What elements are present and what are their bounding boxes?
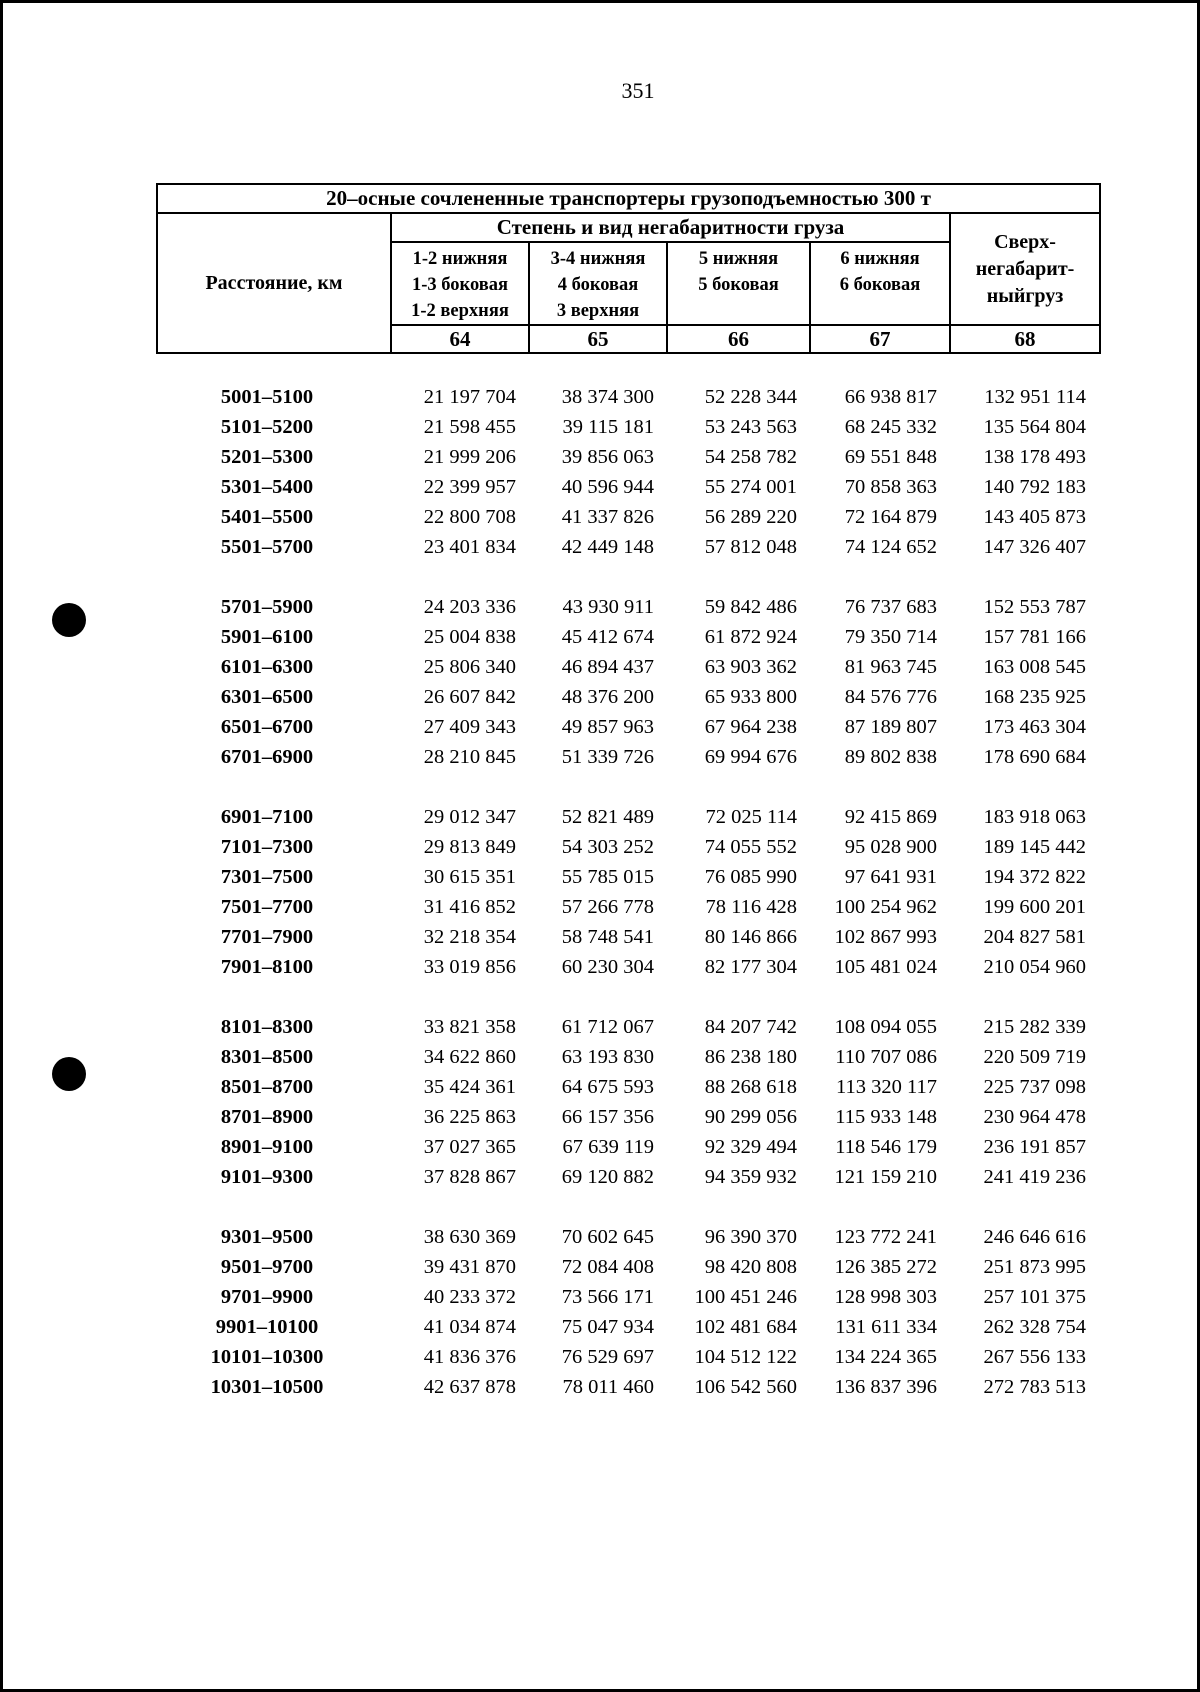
value-cell: 92 415 869 bbox=[844, 805, 937, 828]
table-row bbox=[156, 1252, 1099, 1282]
value-cell: 61 712 067 bbox=[561, 1015, 654, 1038]
value-cell: 123 772 241 bbox=[834, 1225, 937, 1248]
value-cell: 267 556 133 bbox=[983, 1345, 1086, 1368]
value-cell: 63 903 362 bbox=[704, 655, 797, 678]
table-row bbox=[156, 1012, 1099, 1042]
column-header-line: 6 боковая bbox=[839, 275, 921, 295]
table-row bbox=[156, 712, 1099, 742]
table-row bbox=[156, 802, 1099, 832]
value-cell: 41 337 826 bbox=[561, 505, 654, 528]
value-cell: 23 401 834 bbox=[423, 535, 516, 558]
value-cell: 132 951 114 bbox=[984, 385, 1086, 408]
value-cell: 70 858 363 bbox=[844, 475, 937, 498]
value-cell: 38 374 300 bbox=[561, 385, 654, 408]
value-cell: 152 553 787 bbox=[983, 595, 1086, 618]
value-cell: 69 994 676 bbox=[704, 745, 797, 768]
column-header-65 bbox=[529, 242, 667, 325]
value-cell: 97 641 931 bbox=[844, 865, 937, 888]
value-cell: 134 224 365 bbox=[834, 1345, 937, 1368]
value-cell: 55 785 015 bbox=[561, 865, 654, 888]
value-cell: 40 596 944 bbox=[561, 475, 654, 498]
value-cell: 57 812 048 bbox=[704, 535, 797, 558]
distance-cell: 7901–8100 bbox=[220, 955, 314, 978]
value-cell: 136 837 396 bbox=[834, 1375, 937, 1398]
table-row bbox=[156, 922, 1099, 952]
super-oversize-line: негабарит- bbox=[975, 257, 1075, 280]
distance-header: Расстояние, км bbox=[157, 213, 391, 353]
column-header-line: 5 нижняя bbox=[698, 249, 779, 269]
table-row bbox=[156, 1042, 1099, 1072]
value-cell: 64 675 593 bbox=[561, 1075, 654, 1098]
value-cell: 147 326 407 bbox=[983, 535, 1086, 558]
column-header-67 bbox=[810, 242, 950, 325]
value-cell: 157 781 166 bbox=[983, 625, 1086, 648]
distance-cell: 6701–6900 bbox=[220, 745, 314, 768]
value-cell: 173 463 304 bbox=[983, 715, 1086, 738]
value-cell: 168 235 925 bbox=[983, 685, 1086, 708]
value-cell: 43 930 911 bbox=[562, 595, 654, 618]
value-cell: 262 328 754 bbox=[983, 1315, 1086, 1338]
value-cell: 81 963 745 bbox=[844, 655, 937, 678]
value-cell: 39 856 063 bbox=[561, 445, 654, 468]
value-cell: 236 191 857 bbox=[983, 1135, 1086, 1158]
value-cell: 33 019 856 bbox=[423, 955, 516, 978]
value-cell: 54 258 782 bbox=[704, 445, 797, 468]
value-cell: 110 707 086 bbox=[835, 1045, 937, 1068]
value-cell: 65 933 800 bbox=[704, 685, 797, 708]
column-header-line: 6 нижняя bbox=[840, 249, 920, 269]
value-cell: 100 451 246 bbox=[694, 1285, 797, 1308]
column-header-line: 5 боковая bbox=[698, 275, 779, 295]
distance-cell: 5501–5700 bbox=[220, 535, 314, 558]
value-cell: 48 376 200 bbox=[561, 685, 654, 708]
value-cell: 194 372 822 bbox=[983, 865, 1086, 888]
value-cell: 113 320 117 bbox=[836, 1075, 937, 1098]
distance-cell: 9301–9500 bbox=[220, 1225, 314, 1248]
value-cell: 76 737 683 bbox=[844, 595, 937, 618]
distance-cell: 9501–9700 bbox=[220, 1255, 314, 1278]
value-cell: 69 551 848 bbox=[844, 445, 937, 468]
value-cell: 74 124 652 bbox=[844, 535, 937, 558]
distance-cell: 5201–5300 bbox=[220, 445, 314, 468]
value-cell: 126 385 272 bbox=[834, 1255, 937, 1278]
value-cell: 76 529 697 bbox=[561, 1345, 654, 1368]
table-row bbox=[156, 892, 1099, 922]
table-row bbox=[156, 1072, 1099, 1102]
table-row bbox=[156, 1162, 1099, 1192]
value-cell: 246 646 616 bbox=[983, 1225, 1086, 1248]
value-cell: 21 999 206 bbox=[423, 445, 516, 468]
value-cell: 42 449 148 bbox=[561, 535, 654, 558]
value-cell: 131 611 334 bbox=[835, 1315, 937, 1338]
value-cell: 121 159 210 bbox=[834, 1165, 937, 1188]
value-cell: 42 637 878 bbox=[423, 1375, 516, 1398]
distance-cell: 9901–10100 bbox=[215, 1315, 319, 1338]
page-number: 351 bbox=[621, 78, 655, 103]
value-cell: 118 546 179 bbox=[835, 1135, 937, 1158]
value-cell: 215 282 339 bbox=[983, 1015, 1086, 1038]
distance-cell: 5701–5900 bbox=[220, 595, 314, 618]
value-cell: 25 004 838 bbox=[423, 625, 516, 648]
value-cell: 76 085 990 bbox=[704, 865, 797, 888]
distance-cell: 6101–6300 bbox=[220, 655, 314, 678]
value-cell: 38 630 369 bbox=[423, 1225, 516, 1248]
table-row bbox=[156, 832, 1099, 862]
value-cell: 178 690 684 bbox=[983, 745, 1086, 768]
value-cell: 54 303 252 bbox=[561, 835, 654, 858]
value-cell: 29 813 849 bbox=[423, 835, 516, 858]
value-cell: 73 566 171 bbox=[561, 1285, 654, 1308]
value-cell: 96 390 370 bbox=[704, 1225, 797, 1248]
table-row bbox=[156, 502, 1099, 532]
distance-cell: 10101–10300 bbox=[210, 1345, 324, 1368]
distance-cell: 6901–7100 bbox=[220, 805, 314, 828]
distance-cell: 7701–7900 bbox=[220, 925, 314, 948]
value-cell: 28 210 845 bbox=[423, 745, 516, 768]
value-cell: 67 639 119 bbox=[562, 1135, 654, 1158]
table-row bbox=[156, 862, 1099, 892]
distance-cell: 8301–8500 bbox=[220, 1045, 314, 1068]
distance-cell: 6501–6700 bbox=[220, 715, 314, 738]
value-cell: 55 274 001 bbox=[704, 475, 797, 498]
value-cell: 36 225 863 bbox=[423, 1105, 516, 1128]
table-row bbox=[156, 1102, 1099, 1132]
value-cell: 25 806 340 bbox=[423, 655, 516, 678]
column-header-line: 1-2 верхняя bbox=[411, 301, 509, 321]
value-cell: 241 419 236 bbox=[983, 1165, 1086, 1188]
value-cell: 105 481 024 bbox=[834, 955, 937, 978]
value-cell: 34 622 860 bbox=[423, 1045, 516, 1068]
column-header-64 bbox=[391, 242, 529, 325]
distance-cell: 7501–7700 bbox=[220, 895, 314, 918]
value-cell: 56 289 220 bbox=[704, 505, 797, 528]
value-cell: 58 748 541 bbox=[561, 925, 654, 948]
value-cell: 31 416 852 bbox=[423, 895, 516, 918]
value-cell: 98 420 808 bbox=[704, 1255, 797, 1278]
value-cell: 52 228 344 bbox=[704, 385, 797, 408]
value-cell: 27 409 343 bbox=[423, 715, 516, 738]
distance-cell: 8501–8700 bbox=[220, 1075, 314, 1098]
value-cell: 49 857 963 bbox=[561, 715, 654, 738]
value-cell: 78 011 460 bbox=[562, 1375, 654, 1398]
value-cell: 204 827 581 bbox=[983, 925, 1086, 948]
value-cell: 104 512 122 bbox=[694, 1345, 797, 1368]
value-cell: 183 918 063 bbox=[983, 805, 1086, 828]
value-cell: 95 028 900 bbox=[844, 835, 937, 858]
value-cell: 69 120 882 bbox=[561, 1165, 654, 1188]
value-cell: 26 607 842 bbox=[423, 685, 516, 708]
value-cell: 199 600 201 bbox=[983, 895, 1086, 918]
distance-cell: 8701–8900 bbox=[220, 1105, 314, 1128]
distance-cell: 9701–9900 bbox=[220, 1285, 314, 1308]
column-number-65: 65 bbox=[529, 325, 667, 353]
value-cell: 72 025 114 bbox=[705, 805, 797, 828]
value-cell: 37 828 867 bbox=[423, 1165, 516, 1188]
value-cell: 225 737 098 bbox=[983, 1075, 1086, 1098]
value-cell: 68 245 332 bbox=[844, 415, 937, 438]
value-cell: 57 266 778 bbox=[561, 895, 654, 918]
value-cell: 102 481 684 bbox=[694, 1315, 797, 1338]
punch-hole-mark bbox=[52, 603, 86, 637]
value-cell: 53 243 563 bbox=[704, 415, 797, 438]
distance-cell: 10301–10500 bbox=[210, 1375, 324, 1398]
table-row bbox=[156, 1372, 1099, 1402]
value-cell: 59 842 486 bbox=[704, 595, 797, 618]
value-cell: 22 800 708 bbox=[423, 505, 516, 528]
super-oversize-header bbox=[950, 213, 1100, 325]
table-row bbox=[156, 622, 1099, 652]
table-row bbox=[156, 1312, 1099, 1342]
value-cell: 272 783 513 bbox=[983, 1375, 1086, 1398]
value-cell: 24 203 336 bbox=[423, 595, 516, 618]
value-cell: 29 012 347 bbox=[423, 805, 516, 828]
value-cell: 41 034 874 bbox=[423, 1315, 516, 1338]
table-header bbox=[156, 183, 1099, 351]
oversize-group-header: Степень и вид негабаритности груза bbox=[391, 213, 950, 242]
value-cell: 60 230 304 bbox=[561, 955, 654, 978]
value-cell: 102 867 993 bbox=[834, 925, 937, 948]
table-row bbox=[156, 1222, 1099, 1252]
column-header-line: 4 боковая bbox=[557, 275, 639, 295]
column-number-66: 66 bbox=[667, 325, 810, 353]
distance-cell: 8101–8300 bbox=[220, 1015, 314, 1038]
value-cell: 220 509 719 bbox=[983, 1045, 1086, 1068]
distance-cell: 5401–5500 bbox=[220, 505, 314, 528]
value-cell: 86 238 180 bbox=[704, 1045, 797, 1068]
row-group bbox=[156, 802, 1099, 982]
column-header-line: 1-3 боковая bbox=[412, 275, 508, 295]
value-cell: 84 207 742 bbox=[704, 1015, 797, 1038]
row-group bbox=[156, 382, 1099, 562]
value-cell: 39 115 181 bbox=[562, 415, 654, 438]
value-cell: 189 145 442 bbox=[983, 835, 1086, 858]
value-cell: 51 339 726 bbox=[561, 745, 654, 768]
table-body bbox=[156, 382, 1099, 1432]
value-cell: 72 164 879 bbox=[844, 505, 937, 528]
table-row bbox=[156, 952, 1099, 982]
column-header-66 bbox=[667, 242, 810, 325]
punch-hole-mark bbox=[52, 1057, 86, 1091]
row-group bbox=[156, 592, 1099, 772]
value-cell: 30 615 351 bbox=[423, 865, 516, 888]
value-cell: 143 405 873 bbox=[983, 505, 1086, 528]
value-cell: 88 268 618 bbox=[704, 1075, 797, 1098]
value-cell: 84 576 776 bbox=[844, 685, 937, 708]
value-cell: 45 412 674 bbox=[561, 625, 654, 648]
value-cell: 115 933 148 bbox=[835, 1105, 937, 1128]
value-cell: 100 254 962 bbox=[834, 895, 937, 918]
value-cell: 21 197 704 bbox=[423, 385, 516, 408]
table-row bbox=[156, 1282, 1099, 1312]
value-cell: 92 329 494 bbox=[704, 1135, 797, 1158]
table-row bbox=[156, 1342, 1099, 1372]
value-cell: 89 802 838 bbox=[844, 745, 937, 768]
table-row bbox=[156, 682, 1099, 712]
value-cell: 128 998 303 bbox=[834, 1285, 937, 1308]
value-cell: 79 350 714 bbox=[844, 625, 937, 648]
value-cell: 21 598 455 bbox=[423, 415, 516, 438]
value-cell: 72 084 408 bbox=[561, 1255, 654, 1278]
distance-cell: 9101–9300 bbox=[220, 1165, 314, 1188]
value-cell: 80 146 866 bbox=[704, 925, 797, 948]
distance-cell: 5901–6100 bbox=[220, 625, 314, 648]
header-table bbox=[156, 183, 1101, 354]
value-cell: 75 047 934 bbox=[561, 1315, 654, 1338]
value-cell: 37 027 365 bbox=[423, 1135, 516, 1158]
value-cell: 22 399 957 bbox=[423, 475, 516, 498]
row-group bbox=[156, 1222, 1099, 1402]
column-number-68: 68 bbox=[950, 325, 1100, 353]
value-cell: 61 872 924 bbox=[704, 625, 797, 648]
table-row bbox=[156, 652, 1099, 682]
value-cell: 52 821 489 bbox=[561, 805, 654, 828]
value-cell: 108 094 055 bbox=[834, 1015, 937, 1038]
column-number-64: 64 bbox=[391, 325, 529, 353]
value-cell: 210 054 960 bbox=[983, 955, 1086, 978]
value-cell: 138 178 493 bbox=[983, 445, 1086, 468]
table-row bbox=[156, 1132, 1099, 1162]
value-cell: 66 938 817 bbox=[844, 385, 937, 408]
value-cell: 46 894 437 bbox=[561, 655, 654, 678]
value-cell: 257 101 375 bbox=[983, 1285, 1086, 1308]
value-cell: 70 602 645 bbox=[561, 1225, 654, 1248]
distance-cell: 8901–9100 bbox=[220, 1135, 314, 1158]
distance-cell: 5001–5100 bbox=[220, 385, 314, 408]
table-row bbox=[156, 742, 1099, 772]
value-cell: 41 836 376 bbox=[423, 1345, 516, 1368]
value-cell: 230 964 478 bbox=[983, 1105, 1086, 1128]
table-row bbox=[156, 442, 1099, 472]
distance-cell: 7301–7500 bbox=[220, 865, 314, 888]
value-cell: 140 792 183 bbox=[983, 475, 1086, 498]
value-cell: 94 359 932 bbox=[704, 1165, 797, 1188]
value-cell: 40 233 372 bbox=[423, 1285, 516, 1308]
value-cell: 32 218 354 bbox=[423, 925, 516, 948]
value-cell: 35 424 361 bbox=[423, 1075, 516, 1098]
super-oversize-line: ныйгруз bbox=[986, 284, 1064, 307]
distance-cell: 6301–6500 bbox=[220, 685, 314, 708]
value-cell: 163 008 545 bbox=[983, 655, 1086, 678]
table-row bbox=[156, 532, 1099, 562]
column-header-line: 3 верхняя bbox=[556, 301, 640, 321]
value-cell: 82 177 304 bbox=[704, 955, 797, 978]
distance-cell: 5101–5200 bbox=[220, 415, 314, 438]
value-cell: 90 299 056 bbox=[704, 1105, 797, 1128]
distance-cell: 7101–7300 bbox=[220, 835, 314, 858]
value-cell: 251 873 995 bbox=[983, 1255, 1086, 1278]
value-cell: 78 116 428 bbox=[705, 895, 797, 918]
value-cell: 66 157 356 bbox=[561, 1105, 654, 1128]
column-header-line: 1-2 нижняя bbox=[412, 249, 508, 269]
value-cell: 33 821 358 bbox=[423, 1015, 516, 1038]
value-cell: 63 193 830 bbox=[561, 1045, 654, 1068]
value-cell: 135 564 804 bbox=[983, 415, 1086, 438]
table-row bbox=[156, 472, 1099, 502]
table-row bbox=[156, 382, 1099, 412]
value-cell: 106 542 560 bbox=[694, 1375, 797, 1398]
value-cell: 39 431 870 bbox=[423, 1255, 516, 1278]
distance-cell: 5301–5400 bbox=[220, 475, 314, 498]
super-oversize-line: Сверх- bbox=[994, 230, 1056, 253]
value-cell: 67 964 238 bbox=[704, 715, 797, 738]
column-header-line: 3-4 нижняя bbox=[550, 249, 646, 269]
row-group bbox=[156, 1012, 1099, 1192]
table-title: 20–осные сочлененные транспортеры грузоподъемностью 300 т bbox=[157, 184, 1100, 213]
value-cell: 74 055 552 bbox=[704, 835, 797, 858]
value-cell: 87 189 807 bbox=[844, 715, 937, 738]
column-number-67: 67 bbox=[810, 325, 950, 353]
table-row bbox=[156, 592, 1099, 622]
table-row bbox=[156, 412, 1099, 442]
